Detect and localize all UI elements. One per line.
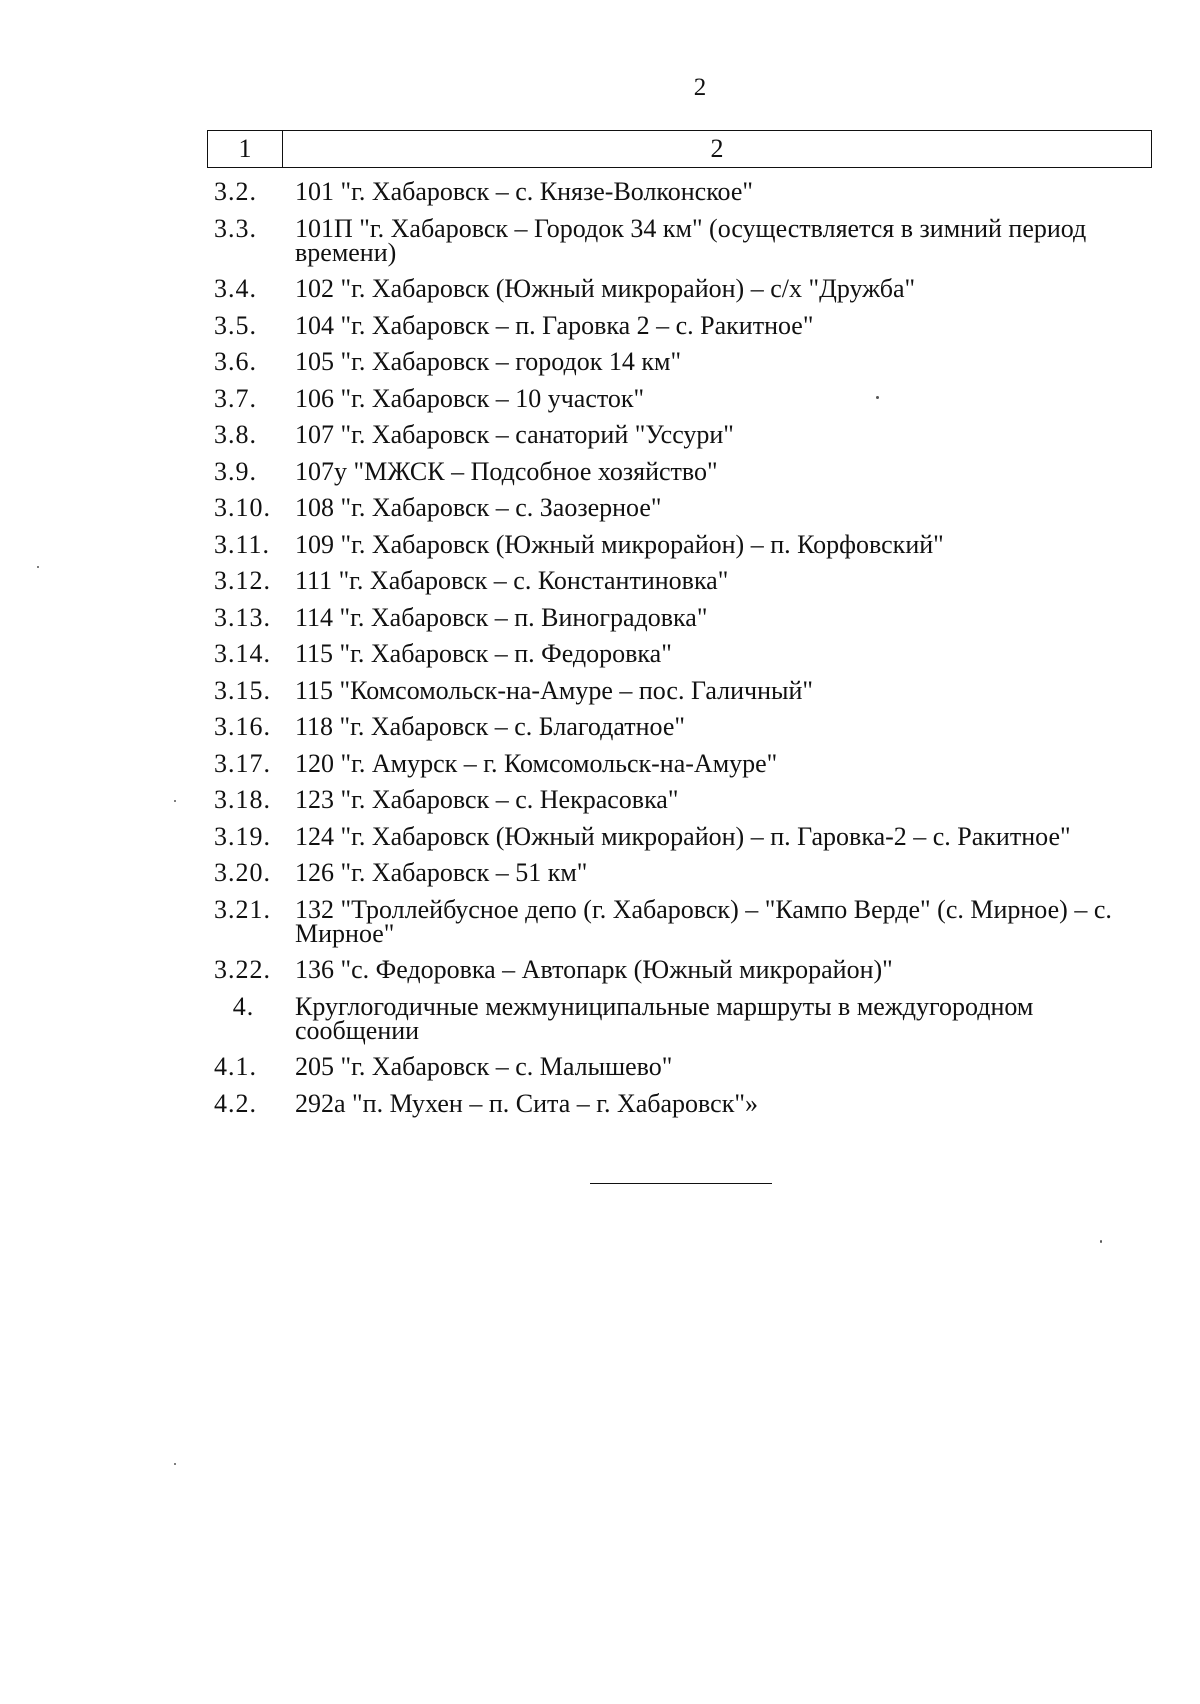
route-description: 126 "г. Хабаровск – 51 км" <box>295 858 588 887</box>
closing-rule <box>590 1183 772 1184</box>
route-row <box>207 894 1152 948</box>
route-row <box>207 310 1152 340</box>
route-number: 3.12. <box>214 566 271 595</box>
route-description: 205 "г. Хабаровск – с. Малышево" <box>295 1052 673 1081</box>
route-description: 114 "г. Хабаровск – п. Виноградовка" <box>295 602 708 632</box>
route-description: 107у "МЖСК – Подсобное хозяйство" <box>295 456 718 486</box>
route-description: 292а "п. Мухен – п. Сита – г. Хабаровск"» <box>295 1088 758 1118</box>
route-number: 3.5. <box>214 310 257 340</box>
route-description: 106 "г. Хабаровск – 10 участок" <box>295 383 645 413</box>
route-row <box>207 420 1152 449</box>
route-description: 118 "г. Хабаровск – с. Благодатное" <box>295 712 686 741</box>
table-header <box>207 130 1152 168</box>
route-number: 3.2. <box>214 177 257 206</box>
route-description: 102 "г. Хабаровск (Южный микрорайон) – с/х "Дружба" <box>295 274 916 303</box>
route-number: 3.17. <box>214 748 271 778</box>
route-number: 3.14. <box>214 639 271 668</box>
route-description: 111 "г. Хабаровск – с. Константиновка" <box>295 566 729 595</box>
route-description: 115 "г. Хабаровск – п. Федоровка" <box>295 639 672 668</box>
route-description: 105 "г. Хабаровск – городок 14 км" <box>295 347 682 376</box>
scan-speck <box>1100 1240 1102 1243</box>
route-number: 3.10. <box>214 493 271 522</box>
route-number: 3.15. <box>214 675 271 705</box>
route-row <box>207 785 1152 814</box>
route-description: 136 "с. Федоровка – Автопарк (Южный микрорайон)" <box>295 955 893 984</box>
route-number: 4.1. <box>214 1052 257 1081</box>
route-description: 109 "г. Хабаровск (Южный микрорайон) – п. Корфовский" <box>295 529 944 559</box>
route-row <box>207 529 1152 559</box>
route-row <box>207 383 1152 413</box>
route-description: 115 "Комсомольск-на-Амуре – пос. Галичный" <box>295 675 813 705</box>
route-row <box>207 639 1152 668</box>
route-number: 3.16. <box>214 712 271 741</box>
scan-speck <box>174 1463 176 1465</box>
route-row <box>207 675 1152 705</box>
route-row <box>207 566 1152 595</box>
route-description: 123 "г. Хабаровск – с. Некрасовка" <box>295 785 679 814</box>
route-number: 3.9. <box>214 456 257 486</box>
route-number: 3.7. <box>214 383 257 413</box>
route-row <box>207 991 1152 1045</box>
route-row <box>207 1088 1152 1118</box>
route-description: 104 "г. Хабаровск – п. Гаровка 2 – с. Ракитное" <box>295 310 814 340</box>
route-row <box>207 493 1152 522</box>
route-row <box>207 177 1152 206</box>
route-row <box>207 274 1152 303</box>
route-number: 3.11. <box>214 529 271 559</box>
route-number: 4.2. <box>214 1088 257 1118</box>
route-description: 108 "г. Хабаровск – с. Заозерное" <box>295 493 662 522</box>
route-number: 3.19. <box>214 821 271 851</box>
route-description: Круглогодичные межмуниципальные маршруты в междугородном сообщении <box>295 991 1034 1045</box>
route-description: 101П "г. Хабаровск – Городок 34 км" (осуществляется в зимний период времени) <box>295 213 1087 267</box>
route-description: 124 "г. Хабаровск (Южный микрорайон) – п. Гаровка-2 – с. Ракитное" <box>295 821 1071 851</box>
route-number: 3.3. <box>214 213 257 243</box>
route-number: 3.21. <box>214 894 271 924</box>
route-row <box>207 955 1152 984</box>
route-row <box>207 821 1152 851</box>
route-number: 3.6. <box>214 347 257 376</box>
route-number: 3.18. <box>214 785 271 814</box>
route-row <box>207 748 1152 778</box>
route-number: 3.8. <box>214 420 257 449</box>
route-number: 3.22. <box>214 955 271 984</box>
route-description: 101 "г. Хабаровск – с. Князе-Волконское" <box>295 177 753 206</box>
table-header-col2: 2 <box>710 134 724 163</box>
route-number: 3.4. <box>214 274 257 303</box>
route-row <box>207 347 1152 376</box>
scan-speck <box>876 396 879 399</box>
route-row <box>207 456 1152 486</box>
route-description: 107 "г. Хабаровск – санаторий "Уссури" <box>295 420 734 449</box>
table-header-col1: 1 <box>208 131 283 167</box>
route-row <box>207 858 1152 887</box>
page-number: 2 <box>693 74 707 101</box>
route-number: 3.13. <box>214 602 271 632</box>
scan-speck <box>37 566 39 568</box>
route-description: 132 "Троллейбусное депо (г. Хабаровск) – "Кампо Верде" (с. Мирное) – с. Мирное" <box>295 894 1112 948</box>
scan-speck <box>174 800 176 802</box>
route-row <box>207 1052 1152 1081</box>
route-number: 4. <box>232 991 255 1021</box>
routes-list <box>207 170 1152 1128</box>
route-row <box>207 602 1152 632</box>
route-number: 3.20. <box>214 858 271 887</box>
route-description: 120 "г. Амурск – г. Комсомольск-на-Амуре" <box>295 748 778 778</box>
route-row <box>207 213 1152 267</box>
route-row <box>207 712 1152 741</box>
